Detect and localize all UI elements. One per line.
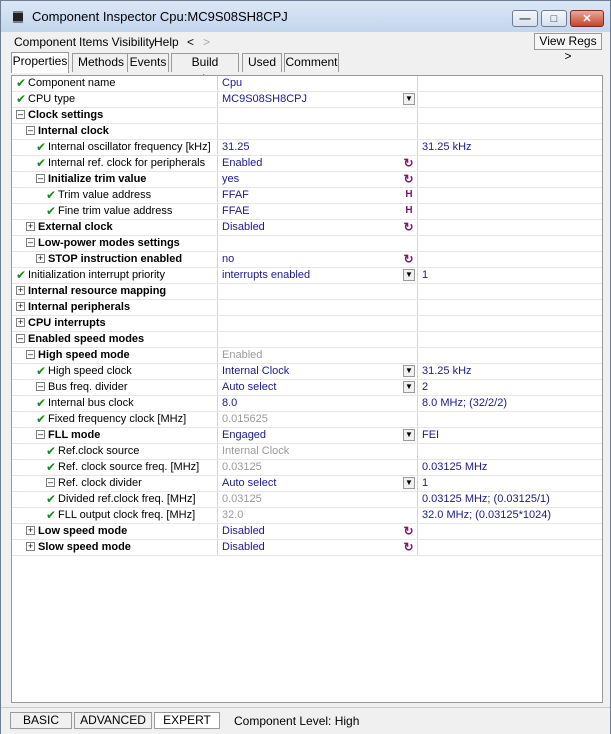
toggle-icon[interactable]: ↻ xyxy=(403,172,414,186)
property-name-cell xyxy=(12,412,218,427)
property-info-cell xyxy=(419,316,602,331)
property-row[interactable] xyxy=(12,316,602,332)
tab-build-options[interactable]: Build xyxy=(171,53,239,72)
property-info-cell xyxy=(419,348,602,363)
property-row[interactable] xyxy=(12,492,602,508)
property-name: Internal resource mapping xyxy=(28,285,167,297)
property-info-cell xyxy=(419,124,602,139)
property-value-cell[interactable] xyxy=(219,524,418,539)
property-value-cell[interactable] xyxy=(219,348,418,363)
title-bar xyxy=(1,1,610,32)
property-info-cell xyxy=(419,156,602,171)
property-value: 31.25 xyxy=(222,141,250,153)
property-name-cell xyxy=(12,268,218,283)
collapse-icon[interactable]: – xyxy=(27,349,33,359)
property-value-cell[interactable] xyxy=(219,268,418,283)
property-value-cell[interactable] xyxy=(219,428,418,443)
dropdown-arrow-icon[interactable]: ▼ xyxy=(403,477,415,489)
property-info: 31.25 kHz xyxy=(422,141,472,153)
property-info-cell xyxy=(419,220,602,235)
property-info-cell xyxy=(419,380,602,395)
property-name: High speed clock xyxy=(48,365,132,377)
check-icon: ✔ xyxy=(45,204,57,218)
property-info-cell xyxy=(419,412,602,427)
property-value-cell[interactable] xyxy=(219,140,418,155)
check-icon: ✔ xyxy=(45,492,57,506)
property-row[interactable] xyxy=(12,540,602,556)
dropdown-arrow-icon[interactable]: ▼ xyxy=(403,381,415,393)
property-value: Cpu xyxy=(222,77,243,89)
property-value: 0.015625 xyxy=(222,413,268,425)
expand-icon[interactable]: + xyxy=(27,541,34,551)
property-name: FLL output clock freq. [MHz] xyxy=(58,509,196,521)
expand-icon[interactable]: + xyxy=(27,221,34,231)
property-info: 0.03125 MHz xyxy=(422,461,488,473)
property-info-cell xyxy=(419,476,602,491)
property-info-cell xyxy=(419,188,602,203)
dropdown-arrow-icon[interactable]: ▼ xyxy=(403,269,415,281)
property-info-cell xyxy=(419,492,602,507)
property-info: FEI xyxy=(422,429,440,441)
collapse-icon[interactable]: – xyxy=(37,381,43,391)
property-info-cell xyxy=(419,236,602,251)
property-row[interactable] xyxy=(12,508,602,524)
property-row[interactable] xyxy=(12,300,602,316)
check-icon: ✔ xyxy=(45,188,57,202)
property-name-cell xyxy=(12,476,218,491)
collapse-icon[interactable]: – xyxy=(27,125,33,135)
collapse-icon[interactable]: – xyxy=(37,173,43,183)
collapse-icon[interactable]: – xyxy=(47,477,53,487)
property-info-cell xyxy=(419,268,602,283)
nav-back-button[interactable]: < xyxy=(187,35,195,49)
property-value-cell[interactable] xyxy=(219,476,418,491)
property-name: External clock xyxy=(38,221,113,233)
property-name: Ref. clock source freq. [MHz] xyxy=(58,461,200,473)
property-value-cell[interactable] xyxy=(219,204,418,219)
property-name-cell xyxy=(12,316,218,331)
expand-icon[interactable]: + xyxy=(37,253,44,263)
property-value-cell[interactable] xyxy=(219,540,418,555)
property-name-cell xyxy=(12,332,218,347)
property-name: STOP instruction enabled xyxy=(48,253,183,265)
check-icon: ✔ xyxy=(15,268,27,282)
property-value-cell[interactable] xyxy=(219,236,418,251)
basic-level-button[interactable]: BASIC xyxy=(10,712,72,729)
property-value: FFAE xyxy=(222,205,250,217)
property-name: Internal bus clock xyxy=(48,397,134,409)
property-value-cell[interactable] xyxy=(219,108,418,123)
property-name-cell xyxy=(12,220,218,235)
check-icon: ✔ xyxy=(35,156,47,170)
hex-icon[interactable]: H xyxy=(405,205,413,216)
property-name-cell xyxy=(12,348,218,363)
property-name: Initialize trim value xyxy=(48,173,147,185)
property-info-cell xyxy=(419,172,602,187)
tab-used[interactable]: Used xyxy=(242,53,282,72)
property-info: 32.0 MHz; (0.03125*1024) xyxy=(422,509,552,521)
property-name-cell xyxy=(12,108,218,123)
status-bar xyxy=(1,707,610,734)
check-icon: ✔ xyxy=(45,508,57,522)
property-value-cell[interactable] xyxy=(219,124,418,139)
property-info-cell xyxy=(419,300,602,315)
property-value-cell[interactable] xyxy=(219,508,418,523)
maximize-button[interactable] xyxy=(541,10,567,27)
property-info-cell xyxy=(419,204,602,219)
expert-level-button[interactable]: EXPERT xyxy=(154,712,220,729)
property-info-cell xyxy=(419,460,602,475)
property-name: Internal ref. clock for peripherals xyxy=(48,157,206,169)
property-row[interactable] xyxy=(12,156,602,172)
property-value: 0.03125 xyxy=(222,461,262,473)
check-icon: ✔ xyxy=(35,140,47,154)
menu-component[interactable]: Component xyxy=(14,35,77,49)
property-name: Fine trim value address xyxy=(58,205,173,217)
property-info-cell xyxy=(419,284,602,299)
expand-icon[interactable]: + xyxy=(27,525,34,535)
property-name: Internal peripherals xyxy=(28,301,131,313)
property-row[interactable] xyxy=(12,348,602,364)
tab-comment[interactable]: Comment xyxy=(284,53,339,72)
property-info: 31.25 kHz xyxy=(422,365,472,377)
check-icon: ✔ xyxy=(15,76,27,90)
dropdown-arrow-icon[interactable]: ▼ xyxy=(403,365,415,377)
property-row[interactable] xyxy=(12,412,602,428)
window-title: Component Inspector Cpu:MC9S08SH8CPJ xyxy=(32,9,288,24)
property-info-cell xyxy=(419,396,602,411)
property-name-cell xyxy=(12,188,218,203)
property-name: Divided ref.clock freq. [MHz] xyxy=(58,493,196,505)
property-row[interactable] xyxy=(12,236,602,252)
tab-properties[interactable]: Properties xyxy=(11,52,69,73)
view-regs-button[interactable]: View Regs > xyxy=(534,33,602,50)
property-value-cell[interactable] xyxy=(219,252,418,267)
menu-help[interactable]: Help xyxy=(154,35,179,49)
property-value-cell[interactable] xyxy=(219,492,418,507)
property-value: Engaged xyxy=(222,429,267,441)
property-name-cell xyxy=(12,300,218,315)
property-row[interactable] xyxy=(12,268,602,284)
expand-icon[interactable]: + xyxy=(17,285,24,295)
property-info-cell xyxy=(419,508,602,523)
property-name-cell xyxy=(12,444,218,459)
property-name: Low-power modes settings xyxy=(38,237,180,249)
property-info-cell xyxy=(419,428,602,443)
toggle-icon[interactable]: ↻ xyxy=(403,220,414,234)
property-row[interactable] xyxy=(12,364,602,380)
property-value-cell[interactable] xyxy=(219,188,418,203)
property-info: 1 xyxy=(422,477,429,489)
property-row[interactable] xyxy=(12,428,602,444)
maximize-icon: □ xyxy=(550,12,558,25)
collapse-icon[interactable]: – xyxy=(27,237,33,247)
property-info: 8.0 MHz; (32/2/2) xyxy=(422,397,507,409)
tab-methods[interactable]: Methods xyxy=(72,53,130,72)
property-value: MC9S08SH8CPJ xyxy=(222,93,307,105)
property-value-cell[interactable] xyxy=(219,316,418,331)
property-value-cell[interactable] xyxy=(219,92,418,107)
property-row[interactable] xyxy=(12,140,602,156)
property-name-cell xyxy=(12,252,218,267)
property-row[interactable] xyxy=(12,124,602,140)
expand-icon[interactable]: + xyxy=(17,317,24,327)
property-value-cell[interactable] xyxy=(219,460,418,475)
nav-forward-button[interactable]: > xyxy=(203,35,211,49)
property-row[interactable] xyxy=(12,76,602,92)
property-name: CPU interrupts xyxy=(28,317,106,329)
property-row[interactable] xyxy=(12,396,602,412)
property-name-cell xyxy=(12,156,218,171)
toggle-icon[interactable]: ↻ xyxy=(403,252,414,266)
property-name: Fixed frequency clock [MHz] xyxy=(48,413,187,425)
property-name-cell xyxy=(12,140,218,155)
property-name-cell xyxy=(12,124,218,139)
property-value-cell[interactable] xyxy=(219,444,418,459)
property-name: CPU type xyxy=(28,93,76,105)
property-name-cell xyxy=(12,236,218,251)
property-name-cell xyxy=(12,92,218,107)
property-name: High speed mode xyxy=(38,349,130,361)
property-row[interactable] xyxy=(12,92,602,108)
property-row[interactable] xyxy=(12,332,602,348)
property-name-cell xyxy=(12,492,218,507)
property-info-cell xyxy=(419,140,602,155)
property-value-cell[interactable] xyxy=(219,156,418,171)
property-value-cell[interactable] xyxy=(219,220,418,235)
property-info-cell xyxy=(419,524,602,539)
dropdown-arrow-icon[interactable]: ▼ xyxy=(403,93,415,105)
property-row[interactable] xyxy=(12,188,602,204)
property-row[interactable] xyxy=(12,172,602,188)
property-name-cell xyxy=(12,364,218,379)
property-name: Internal oscillator frequency [kHz] xyxy=(48,141,211,153)
property-name: Low speed mode xyxy=(38,525,128,537)
property-name-cell xyxy=(12,76,218,91)
expand-icon[interactable]: + xyxy=(17,301,24,311)
property-name-cell xyxy=(12,428,218,443)
property-value-cell[interactable] xyxy=(219,172,418,187)
property-value-cell[interactable] xyxy=(219,412,418,427)
property-row[interactable] xyxy=(12,220,602,236)
property-value: Auto select xyxy=(222,381,277,393)
advanced-level-button[interactable]: ADVANCED xyxy=(74,712,152,729)
property-value-cell[interactable] xyxy=(219,76,418,91)
check-icon: ✔ xyxy=(45,460,57,474)
property-name: Bus freq. divider xyxy=(48,381,128,393)
check-icon: ✔ xyxy=(35,412,47,426)
property-value: interrupts enabled xyxy=(222,269,311,281)
property-name: Clock settings xyxy=(28,109,104,121)
collapse-icon[interactable]: – xyxy=(37,429,43,439)
property-name-cell xyxy=(12,284,218,299)
property-info-cell xyxy=(419,364,602,379)
check-icon: ✔ xyxy=(45,444,57,458)
check-icon: ✔ xyxy=(15,92,27,106)
property-value: Auto select xyxy=(222,477,277,489)
property-row[interactable] xyxy=(12,252,602,268)
property-info-cell xyxy=(419,76,602,91)
property-row[interactable] xyxy=(12,204,602,220)
property-value-cell[interactable] xyxy=(219,300,418,315)
property-row[interactable] xyxy=(12,524,602,540)
component-level-label: Component Level: High xyxy=(234,714,360,728)
property-info-cell xyxy=(419,92,602,107)
property-info-cell xyxy=(419,252,602,267)
property-value-cell[interactable] xyxy=(219,284,418,299)
property-value: Disabled xyxy=(222,221,265,233)
property-value: Disabled xyxy=(222,541,265,553)
property-value: Enabled xyxy=(222,349,263,361)
close-button[interactable] xyxy=(570,10,604,27)
minimize-icon: — xyxy=(519,12,531,25)
property-name: Component name xyxy=(28,77,116,89)
property-row[interactable] xyxy=(12,108,602,124)
menu-items-visibility[interactable]: Items Visibility xyxy=(79,35,155,49)
property-value: 8.0 xyxy=(222,397,238,409)
minimize-button[interactable] xyxy=(512,10,538,27)
property-name: Initialization interrupt priority xyxy=(28,269,165,281)
property-value: Enabled xyxy=(222,157,263,169)
property-name-cell xyxy=(12,380,218,395)
property-name: Ref. clock divider xyxy=(58,477,142,489)
property-name: Internal clock xyxy=(38,125,109,137)
property-name: Ref.clock source xyxy=(58,445,140,457)
property-name: Trim value address xyxy=(58,189,152,201)
property-row[interactable] xyxy=(12,444,602,460)
property-info-cell xyxy=(419,332,602,347)
close-icon: ✕ xyxy=(582,13,592,25)
property-name-cell xyxy=(12,204,218,219)
hex-icon[interactable]: H xyxy=(405,189,413,200)
collapse-icon[interactable]: – xyxy=(17,109,23,119)
property-name-cell xyxy=(12,508,218,523)
check-icon: ✔ xyxy=(35,396,47,410)
property-info-cell xyxy=(419,108,602,123)
property-name-cell xyxy=(12,172,218,187)
toggle-icon[interactable]: ↻ xyxy=(403,524,414,538)
property-info-cell xyxy=(419,540,602,555)
chip-icon xyxy=(10,10,26,24)
property-value: 0.03125 xyxy=(222,493,262,505)
menu-bar xyxy=(1,32,610,52)
property-name-cell xyxy=(12,460,218,475)
property-value: 32.0 xyxy=(222,509,244,521)
property-value-cell[interactable] xyxy=(219,396,418,411)
property-name: Enabled speed modes xyxy=(28,333,145,345)
dropdown-arrow-icon[interactable]: ▼ xyxy=(403,429,415,441)
property-row[interactable] xyxy=(12,380,602,396)
property-row[interactable] xyxy=(12,476,602,492)
property-info: 0.03125 MHz; (0.03125/1) xyxy=(422,493,550,505)
property-value: Disabled xyxy=(222,525,265,537)
property-info-cell xyxy=(419,444,602,459)
property-value-cell[interactable] xyxy=(219,380,418,395)
property-info: 2 xyxy=(422,381,429,393)
property-name-cell xyxy=(12,540,218,555)
property-name: Slow speed mode xyxy=(38,541,131,553)
collapse-icon[interactable]: – xyxy=(17,333,23,343)
property-value: Internal Clock xyxy=(222,365,290,377)
property-value: Internal Clock xyxy=(222,445,290,457)
property-row[interactable] xyxy=(12,460,602,476)
property-value: yes xyxy=(222,173,240,185)
property-name-cell xyxy=(12,524,218,539)
property-name: FLL mode xyxy=(48,429,101,441)
check-icon: ✔ xyxy=(35,364,47,378)
property-value-cell[interactable] xyxy=(219,364,418,379)
toggle-icon[interactable]: ↻ xyxy=(403,156,414,170)
property-grid xyxy=(11,75,603,703)
property-value: no xyxy=(222,253,235,265)
property-value: FFAF xyxy=(222,189,249,201)
property-row[interactable] xyxy=(12,284,602,300)
tab-events[interactable]: Events xyxy=(127,53,169,72)
toggle-icon[interactable]: ↻ xyxy=(403,540,414,554)
property-info: 1 xyxy=(422,269,429,281)
property-value-cell[interactable] xyxy=(219,332,418,347)
property-name-cell xyxy=(12,396,218,411)
